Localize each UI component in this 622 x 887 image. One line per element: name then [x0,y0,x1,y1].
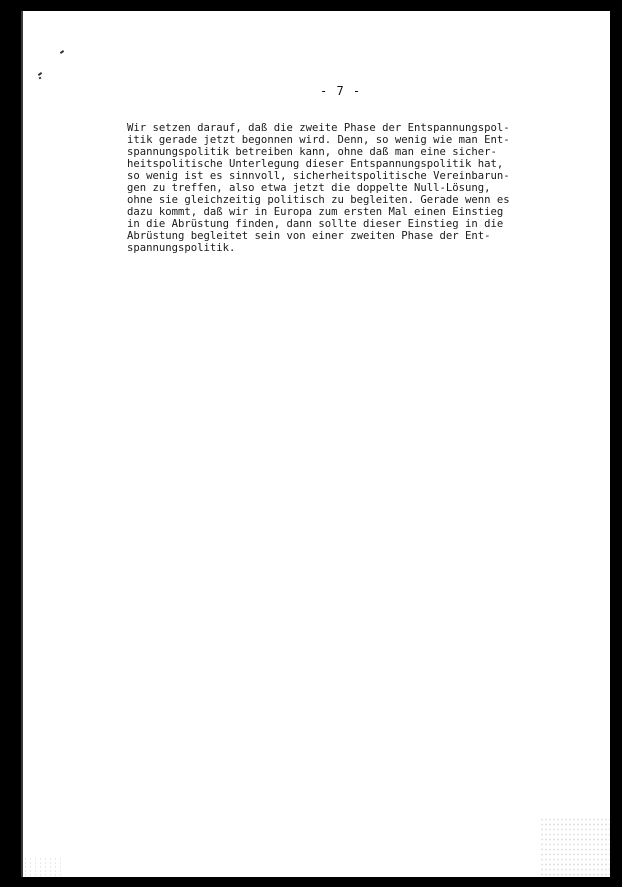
scan-noise [540,817,610,877]
text-line: itik gerade jetzt begonnen wird. Denn, so wenig wie man Ent- [127,134,510,147]
scan-speck [39,77,42,80]
text-line: dazu kommt, daß wir in Europa zum ersten Mal einen Einstieg [127,206,504,219]
page-number: - 7 - [320,84,362,98]
text-line: spannungspolitik betreiben kann, ohne daß man eine sicher- [127,146,497,159]
body-paragraph [127,122,567,255]
scan-noise [23,857,63,877]
text-line: so wenig ist es sinnvoll, sicherheitspolitische Vereinbarun- [127,170,510,183]
text-line: spannungspolitik. [127,242,236,255]
document-page [21,11,610,877]
text-line: ohne sie gleichzeitig politisch zu begleiten. Gerade wenn es [127,194,510,207]
text-line: heitspolitische Unterlegung dieser Entspannungspolitik hat, [127,158,504,171]
text-line: Wir setzen darauf, daß die zweite Phase der Entspannungspol- [127,122,510,134]
scan-speck [60,50,64,54]
text-line: in die Abrüstung finden, dann sollte dieser Einstieg in die [127,218,504,231]
text-line: Abrüstung begleitet sein von einer zweiten Phase der Ent- [127,230,491,243]
text-line: gen zu treffen, also etwa jetzt die doppelte Null-Lösung, [127,182,491,195]
